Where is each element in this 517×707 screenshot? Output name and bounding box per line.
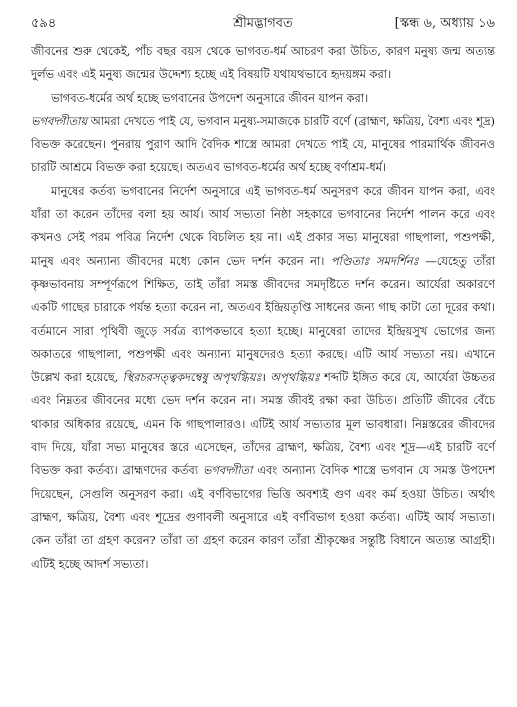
page-number: ৫৯৪ (31, 16, 57, 31)
paragraph-3-italic-quote-2: স্থিরচরসত্ত্বকদম্বেষু অপৃথগ্ধিয়ঃ (122, 370, 262, 385)
page-body (31, 40, 495, 576)
paragraph-3 (31, 180, 495, 576)
paragraph-3-text-g: শব্দটি ইঙ্গিত করে যে, আর্যেরা উচ্চতর এবং নিম্নতর জীবনের মধ্যে ভেদ দর্শন করেন না। সমস্ত জীবই রক্ষা করা উচিত। প্রতিটি জীবের বেঁচে থাকার অধিকার রয়েছে, এমন কি গাছপালারও। এটিই আর্য সভ্যতার মূল ভাবধারা। নিম্নস্তরের জীবদের বাদ দিয়ে, যাঁরা সভ্য মানুষের স্তরে এসেছেন, তাঁদের ব্রাহ্মণ, ক্ষত্রিয়, বৈশ্য এবং শূদ্র—এই চারটি বর্ণে বিভক্ত করা কর্তব্য। ব্রাহ্মণদের কর্তব্য (31, 370, 495, 478)
paragraph-3-text-a: মানুষের কর্তব্য ভগবানের নির্দেশ অনুসারে এই ভাগবত-ধর্ম অনুসরণ করে জীবন যাপন করা, এবং যাঁরা তা করেন তাঁদের বলা হয় আর্য। আর্য সভ্যতা নিষ্ঠা সহকারে ভগবানের নির্দেশ পালন করে এবং কখনও সেই পরম পবিত্র নির্দেশ থেকে বিচলিত হয় না। এই প্রকার সভ্য মানুষেরা গাছপালা, পশুপক্ষী, মানুষ এবং অন্যান্য জীবদের মধ্যে কোন ভেদ দর্শন করেন না। (31, 183, 495, 268)
paragraph-3-text-e: । (261, 370, 271, 385)
paragraph-3-italic-term: অপৃথগ্ধিয়ঃ (270, 370, 320, 385)
book-title: শ্রীমদ্ভাগবত (233, 16, 293, 31)
paragraph-2 (31, 87, 495, 180)
paragraph-2-text-c: আমরা দেখতে পাই যে, ভগবান মনুষ্য-সমাজকে চারটি বর্ণে (ব্রাহ্মণ, ক্ষত্রিয়, বৈশ্য এবং শূদ্র) বিভক্ত করেছেন। পুনরায় পুরাণ আদি বৈদিক শাস্ত্রে আমরা দেখতে পাই যে, মানুষের পারমার্থিক জীবনও চারটি আশ্রমে বিভক্ত করা হয়েছে। অতএব ভাগবত-ধর্মের অর্থ হচ্ছে বর্ণাশ্রম-ধর্ম। (31, 113, 495, 175)
page-header (31, 14, 495, 34)
paragraph-3-text-c: —যেহেতু তাঁরা কৃষ্ণভাবনায় সম্পূর্ণরূপে শিক্ষিত, তাই তাঁরা সমস্ত জীবদের সমদৃষ্টিতে দর্শন করেন। আর্যেরা অকারণে একটি গাছের চারাকে পর্যন্ত হত্যা করেন না, অতএব ইন্দ্রিয়তৃপ্তি সাধনের জন্য গাছ কাটা তো দূরের কথা। বর্তমানে সারা পৃথিবী জুড়ে সর্বত্র ব্যাপকভাবে হত্যা হচ্ছে। মানুষেরা তাদের ইন্দ্রিয়সুখ ভোগের জন্য অকাতরে গাছপালা, পশুপক্ষী এবং অন্যান্য মানুষদেরও হত্যা করছে। এটি আর্য সভ্যতা নয়। এখানে উল্লেখ করা হয়েছে, (31, 253, 495, 385)
paragraph-3-italic-book: ভগবদ্গীতা (202, 463, 253, 478)
paragraph-2-italic-term: ভগবদ্গীতায় (31, 113, 88, 128)
paragraph-3-italic-quote-1: পণ্ডিতাঃ সমদর্শিনঃ (330, 253, 419, 268)
chapter-reference: [স্কন্ধ ৬, অধ্যায় ১৬ (394, 16, 495, 31)
paragraph-1: জীবনের শুরু থেকেই, পাঁচ বছর বয়স থেকে ভাগবত-ধর্ম আচরণ করা উচিত, কারণ মনুষ্য জন্ম অত্যন্ত দুর্লভ এবং এই মনুষ্য জন্মের উদ্দেশ্য হচ্ছে এই বিষয়টি যথাযথভাবে হৃদয়ঙ্গম করা। (31, 44, 495, 82)
paragraph-2-text-a: ভাগবত-ধর্মের অর্থ হচ্ছে ভগবানের উপদেশ অনুসারে জীবন যাপন করা। (51, 90, 369, 105)
paragraph-3-text-i: এবং অন্যান্য বৈদিক শাস্ত্রে ভগবান যে সমস্ত উপদেশ দিয়েছেন, সেগুলি অনুসরণ করা। এই বর্ণবিভাগের ভিত্তি অবশ্যই গুণ এবং কর্ম হওয়া উচিত। অর্থাৎ ব্রাহ্মণ, ক্ষত্রিয়, বৈশ্য এবং শূদ্রের গুণাবলী অনুসারে এই বর্ণবিভাগ হওয়া কর্তব্য। এটিই আর্য সভ্যতা। কেন তাঁরা তা গ্রহণ করেন? তাঁরা তা গ্রহণ করেন কারণ তাঁরা শ্রীকৃষ্ণের সন্তুষ্টি বিধানে অত্যন্ত আগ্রহী। এটিই হচ্ছে আদর্শ সভ্যতা। (31, 463, 496, 571)
